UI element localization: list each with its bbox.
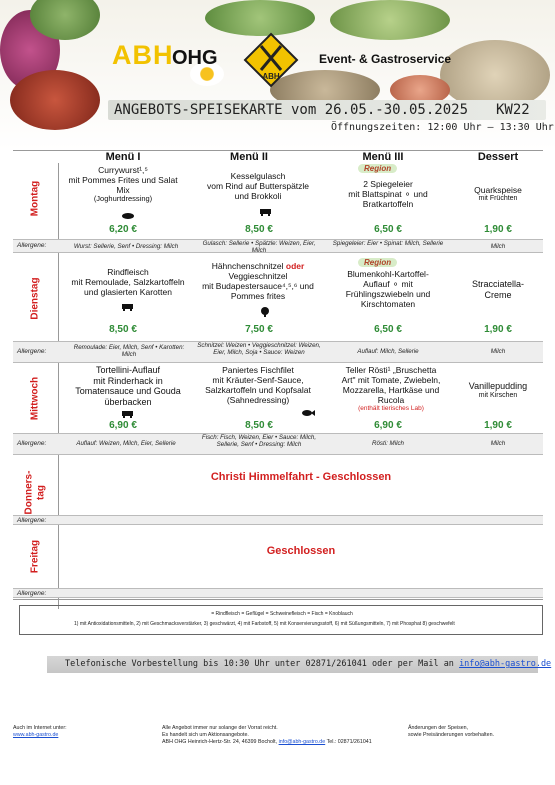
column-header-menu-3: Menü III	[362, 151, 404, 163]
menu-3-price: 6,90 €	[374, 420, 402, 431]
dish-line: Mix	[116, 185, 130, 196]
allergen-row	[13, 515, 543, 525]
dish-line: (Joghurtdressing)	[93, 194, 153, 204]
allergen-label: Allergene:	[17, 242, 47, 249]
week-number: KW22	[496, 102, 530, 118]
allergen-label: Allergene:	[17, 517, 47, 524]
menu-1-item: Tortellini-Auflauf mit Rinderhack in Tomatensauce und Gouda überbacken	[75, 365, 181, 407]
meat-illustration	[10, 70, 100, 130]
footer-right	[408, 725, 494, 739]
day-label-tuesday: Dienstag	[29, 277, 41, 320]
brand-suffix: OHG	[172, 47, 218, 69]
vegetable-illustration	[330, 0, 450, 40]
legend-additives: 1) mit Antioxidationsmitteln, 2) mit Geschmacksverstärker, 3) geschwärzt, 4) mit Farbstoff, 5) mit Konservierungsstoff, 6) mit Süßungsmitteln, 7) mit Phosphat 8) geschwefelt	[74, 621, 455, 627]
allergen-menu-3: Auflauf: Milch, Sellerie	[357, 348, 419, 355]
menu-2-item: Paniertes Fischfilet mit Kräuter-Senf-Sauce, Salzkartoffeln und Kopfsalat (Sahnedressing)	[205, 365, 311, 406]
footer-left	[13, 725, 67, 739]
dessert-item: Vanillepudding mit Kirschen	[468, 381, 528, 399]
menu-1-item	[63, 165, 183, 204]
menu-1-price: 6,90 €	[109, 420, 137, 431]
allergen-row	[13, 588, 543, 598]
website-link[interactable]: www.abh-gastro.de	[13, 732, 59, 739]
menu-2-price: 8,50 €	[245, 224, 273, 235]
dessert-item: Quarkspeise mit Früchten	[474, 185, 522, 203]
allergen-label: Allergene:	[17, 348, 47, 355]
region-badge: Region	[358, 258, 397, 267]
menu-3-item: Blumenkohl-Kartoffel- Auflauf ⚬ mit Frühlingszwiebeln und Kirschtomaten	[345, 269, 431, 310]
dish-line: mit Pommes Frites und Salat	[68, 175, 178, 186]
cow-icon	[121, 303, 135, 311]
phone-order-text	[65, 659, 551, 669]
day-label-wednesday: Mittwoch	[29, 376, 41, 421]
rennet-note: (enthält tierisches Lab)	[358, 405, 424, 413]
allergen-menu-1: Wurst: Sellerie, Senf • Dressing: Milch	[73, 243, 179, 250]
tagline: Event- & Gastroservice	[319, 52, 452, 66]
menu-3-price: 6,50 €	[374, 324, 402, 335]
dessert-item: Stracciatella- Creme	[471, 279, 525, 300]
allergen-menu-1: Auflauf: Weizen, Milch, Eier, Sellerie	[76, 440, 176, 447]
allergen-menu-2: Gulasch: Sellerie • Spätzle: Weizen, Eier, Milch	[202, 240, 316, 255]
menu-2-price: 8,50 €	[245, 420, 273, 431]
footer-text: Auch im Internet unter:	[13, 725, 67, 731]
vegetable-illustration	[205, 0, 315, 36]
header-banner	[0, 0, 555, 150]
dessert-price: 1,90 €	[484, 420, 512, 431]
menu-2-item: Kesselgulasch vom Rind auf Butterspätzle und Brokkoli	[206, 171, 310, 202]
menu-table	[13, 150, 543, 600]
allergen-label: Allergene:	[17, 590, 47, 597]
allergen-dessert: Milch	[490, 348, 506, 355]
cow-icon	[259, 208, 273, 216]
allergen-row	[13, 433, 543, 455]
menu-1-price: 6,20 €	[109, 224, 137, 235]
fish-icon	[301, 409, 315, 417]
menu-1-item: Rindfleisch mit Remoulade, Salzkartoffeln und glasierten Karotten	[71, 267, 185, 298]
footer-middle	[162, 725, 372, 746]
menu-3-item: Teller Rösti¹ „Bruschetta Art" mit Tomate, Zwiebeln, Mozzarella, Hartkäse und Rucola (enthält tierisches Lab)	[331, 365, 451, 413]
company-address: ABH OHG Heinrich-Hertz-Str. 24, 46399 Bocholt,	[162, 739, 278, 746]
day-label-monday: Montag	[29, 180, 41, 217]
allergen-menu-3: Spiegeleier: Eier • Spinat: Milch, Sellerie	[332, 240, 444, 247]
company-phone: Tel.: 02871/261041	[326, 739, 372, 746]
closed-notice-friday: Geschlossen	[266, 545, 336, 557]
column-header-menu-1: Menü I	[105, 151, 141, 163]
menu-3-price: 6,50 €	[374, 224, 402, 235]
brand-name: ABH	[112, 40, 174, 70]
column-header-dessert: Dessert	[477, 151, 519, 163]
cow-icon	[121, 410, 135, 418]
dish-name: Currywurst¹,⁵	[98, 165, 148, 175]
menu-3-item: 2 Spiegeleier mit Blattspinat ⚬ und Bratkartoffeln	[348, 179, 428, 210]
logo-badge-icon	[243, 32, 299, 88]
footer-email-link[interactable]: info@abh-gastro.de	[278, 739, 326, 746]
dessert-price: 1,90 €	[484, 224, 512, 235]
menu-1-price: 8,50 €	[109, 324, 137, 335]
allergen-label: Allergene:	[17, 440, 47, 447]
badge-text: ABH	[262, 72, 280, 81]
allergen-row	[13, 239, 543, 253]
closed-notice-thursday: Christi Himmelfahrt - Geschlossen	[210, 471, 392, 483]
column-header-menu-2: Menü II	[230, 151, 268, 163]
column-divider	[58, 163, 59, 609]
allergen-menu-3: Rösti: Milch	[372, 440, 404, 447]
allergen-menu-2: Fisch: Fisch, Weizen, Eier • Sauce: Milch, Sellerie, Senf • Dressing: Milch	[201, 434, 317, 449]
footer-text: sowie Preisänderungen vorbehalten.	[408, 732, 494, 739]
legend-icons: = Rindfleisch = Geflügel = Schweinefleisch = Fisch = Knoblauch	[211, 611, 353, 617]
legend-box	[19, 605, 543, 635]
footer-text: Änderungen der Speisen,	[408, 725, 469, 731]
pig-icon	[121, 212, 135, 220]
phone-text: Telefonische Vorbestellung bis 10:30 Uhr unter 02871/261041 oder per Mail an	[65, 659, 454, 669]
footer-text: Es handelt sich um Aktionsangebote.	[162, 732, 249, 739]
day-label-friday: Freitag	[29, 539, 41, 574]
region-badge: Region	[358, 164, 397, 173]
menu-title: ANGEBOTS-SPEISEKARTE vom 26.05.-30.05.2025	[114, 102, 469, 118]
opening-hours: Öffnungszeiten: 12:00 Uhr – 13:30 Uhr	[331, 122, 554, 133]
allergen-row	[13, 341, 543, 363]
email-link[interactable]: info@abh-gastro.de	[459, 659, 552, 669]
dessert-price: 1,90 €	[484, 324, 512, 335]
footer-text: Alle Angebot immer nur solange der Vorrat reicht.	[162, 725, 278, 731]
menu-2-price: 7,50 €	[245, 324, 273, 335]
allergen-dessert: Milch	[490, 440, 506, 447]
day-label-thursday: Donners- tag	[23, 470, 46, 515]
chicken-icon	[259, 305, 271, 317]
allergen-menu-1: Remoulade: Eier, Milch, Senf • Karotten: Milch	[73, 344, 185, 359]
allergen-menu-2: Schnitzel: Weizen • Veggieschnitzel: Weizen, Eier, Milch, Soja • Sauce: Weizen	[197, 342, 321, 357]
menu-2-item: Hähnchenschnitzel oder Veggieschnitzel mit Budapestersauce⁴,⁵,⁶ und Pommes frites	[202, 261, 314, 302]
allergen-dessert: Milch	[490, 243, 506, 250]
